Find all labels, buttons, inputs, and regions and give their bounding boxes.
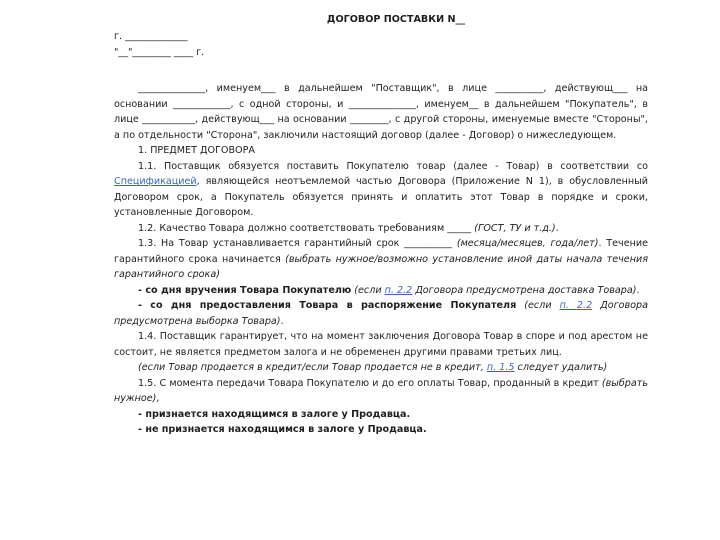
option-delivery [114, 283, 648, 299]
clause-1-5-text-b: , [156, 393, 160, 404]
section-1-heading: 1. ПРЕДМЕТ ДОГОВОРА [138, 145, 255, 156]
specification-link[interactable]: Спецификацией [114, 176, 197, 187]
clause-1-3-italic-b: (выбрать нужное/возможно установление иной даты начала течения гарантийного срока) [114, 253, 648, 280]
clause-1-5-link[interactable]: п. 1.5 [486, 362, 515, 373]
option-pledge-no: - не признается находящимся в залоге у Продавца. [138, 424, 427, 435]
clause-1-1 [114, 159, 648, 221]
clause-1-5 [114, 376, 648, 407]
city-line: г. _____________ [114, 31, 188, 42]
clause-2-2-link-b[interactable]: п. 2.2 [559, 300, 593, 311]
spacer [114, 60, 648, 81]
clause-1-1-text-b: , являющейся неотъемлемой частью Договора (Приложение N 1), в обусловленный Договором срок, а Покупатель обязуется принять и оплатить этот Товар в порядке и сроки, установленные Договором. [114, 176, 648, 218]
option-pickup-bold: - со дня предоставления Товара в распоряжение Покупателя [138, 300, 517, 311]
option-pickup-italic-b: Договора предусмотрена выборка Товара) [114, 300, 648, 327]
clause-1-1-text-a: 1.1. Поставщик обязуется поставить Покупателю товар (далее - Товар) в соответствии со [138, 160, 648, 172]
preamble-text: ______________, именуем___ в дальнейшем "Поставщик", в лице __________, действующ___ на основании ____________, с одной стороны, и ______________, именуем__ в дальнейшем "Покупатель", в лице ___________, действующ___ на основании ________, с другой стороны, именуемые вместе "Стороны", а по отдельности "Сторона", заключили настоящий договор (далее - Договор) о нижеследующем. [114, 83, 648, 141]
clause-1-3-text-b: . Течение гарантийного срока начинается [114, 238, 649, 265]
credit-note-italic-a: (если Товар продается в кредит/если Товар продается не в кредит, [138, 362, 487, 373]
option-pickup [114, 298, 648, 329]
clause-1-5-text-a: 1.5. С момента передачи Товара Покупателю и до его оплаты Товар, проданный в кредит [138, 377, 602, 389]
clause-1-2-italic: (ГОСТ, ТУ и т.д.) [474, 222, 556, 234]
clause-1-2-text-b: . [555, 222, 559, 234]
clause-1-3-text-a: 1.3. На Товар устанавливается гарантийный срок __________ [138, 238, 457, 249]
credit-note [114, 360, 648, 376]
option-pickup-italic-a: (если [516, 300, 560, 311]
contract-page [114, 12, 648, 438]
clause-1-5-italic: (выбрать нужное) [114, 377, 648, 404]
preamble-paragraph [114, 81, 648, 143]
clause-1-2 [114, 221, 648, 237]
option-delivery-italic-b: Договора предусмотрена доставка Товара) [412, 284, 637, 296]
date-line: "__"________ ____ г. [114, 46, 205, 58]
clause-1-4 [114, 329, 648, 360]
clause-1-3-italic-a: (месяца/месяцев, года/лет) [456, 238, 599, 249]
option-pledge-yes: - признается находящимся в залоге у Продавца. [138, 408, 411, 420]
credit-note-italic-b: следует удалить) [514, 362, 608, 373]
option-delivery-bold: - со дня вручения Товара Покупателю [138, 284, 352, 296]
option-delivery-end: . [636, 284, 640, 296]
document-title: ДОГОВОР ПОСТАВКИ N__ [326, 14, 466, 25]
clause-2-2-link-a[interactable]: п. 2.2 [384, 284, 413, 296]
option-pickup-end: . [280, 315, 284, 327]
option-delivery-italic-a: (если [351, 284, 385, 296]
clause-1-4-text: 1.4. Поставщик гарантирует, что на момент заключения Договора Товар в споре и под арестом не состоит, не является предметом залога и не обременен другими правами третьих лиц. [114, 331, 648, 358]
clause-1-3 [114, 236, 648, 283]
clause-1-2-text-a: 1.2. Качество Товара должно соответствовать требованиям _____ [138, 222, 475, 234]
